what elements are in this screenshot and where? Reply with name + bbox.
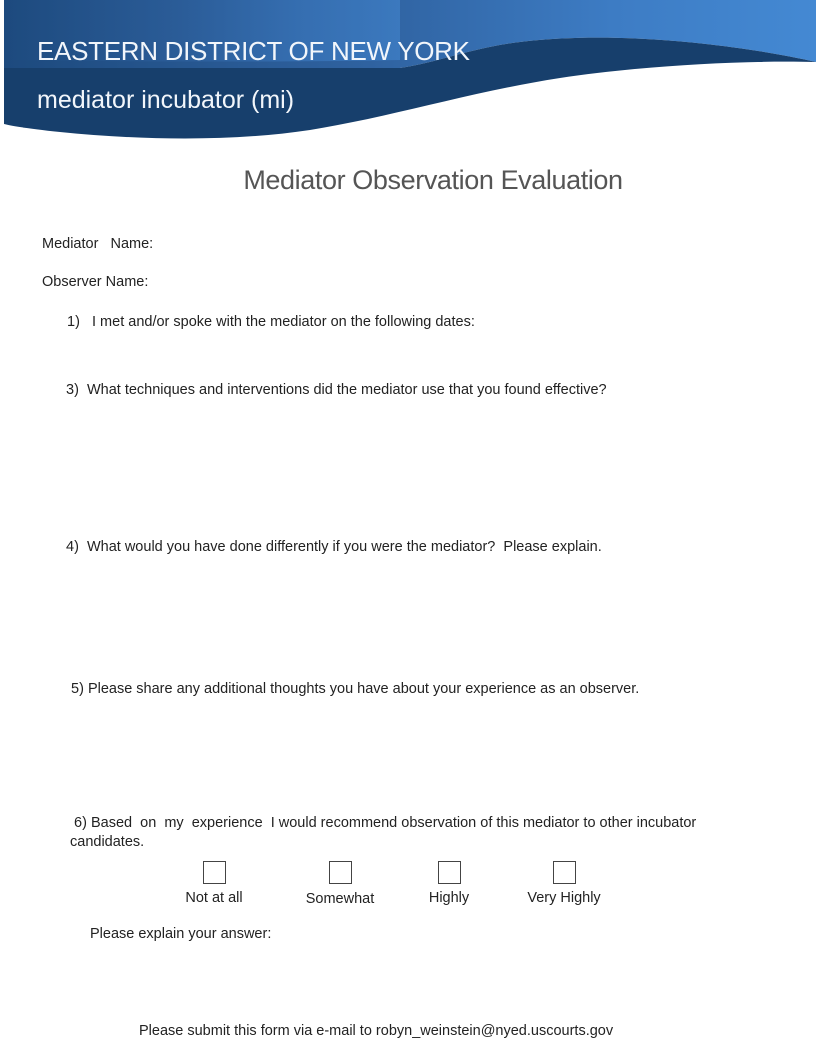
explain-answer-label: Please explain your answer: [90, 926, 272, 942]
page-title: Mediator Observation Evaluation [243, 165, 623, 195]
checkbox-highly[interactable] [438, 861, 461, 884]
option-not-at-all[interactable] [174, 861, 254, 906]
option-label-very-highly: Very Highly [527, 890, 601, 906]
checkbox-very-highly[interactable] [553, 861, 576, 884]
question-1 [67, 314, 475, 330]
explain-answer-area[interactable] [90, 952, 750, 1012]
question-1-text: I met and/or spoke with the mediator on the following dates: [92, 314, 475, 330]
question-6 [70, 814, 770, 852]
question-5 [71, 681, 639, 697]
question-4-number: 4) [66, 539, 79, 555]
banner-subtitle: mediator incubator (mi) [37, 86, 295, 114]
option-label-highly: Highly [428, 890, 470, 906]
option-highly[interactable] [418, 861, 480, 906]
option-label-not-at-all: Not at all [185, 890, 243, 906]
question-1-answer-area[interactable] [66, 340, 756, 370]
question-5-answer-area[interactable] [66, 707, 756, 807]
mediator-name-label [42, 236, 153, 252]
question-4-answer-area[interactable] [66, 565, 756, 675]
question-4-text: What would you have done differently if you were the mediator? Please explain. [86, 539, 602, 555]
checkbox-not-at-all[interactable] [203, 861, 226, 884]
submit-instructions-text: Please submit this form via e-mail to [139, 1023, 376, 1039]
question-3-text: What techniques and interventions did the mediator use that you found effective? [86, 382, 607, 398]
checkbox-somewhat[interactable] [329, 861, 352, 884]
question-3 [66, 382, 607, 398]
banner-wave-graphic [0, 0, 816, 150]
option-somewhat[interactable] [298, 861, 382, 907]
submit-email-link[interactable]: robyn_weinstein@nyed.uscourts.gov [375, 1023, 614, 1039]
observer-name-label: Observer Name: [42, 274, 149, 290]
option-very-highly[interactable] [518, 861, 610, 906]
question-5-number: 5) [71, 681, 84, 697]
mediator-name-field[interactable] [180, 236, 740, 254]
question-5-text: Please share any additional thoughts you have about your experience as an observer. [87, 681, 640, 697]
header-banner [0, 0, 816, 150]
question-3-number: 3) [66, 382, 79, 398]
question-3-answer-area[interactable] [66, 408, 756, 528]
mediator-name-label-text: Mediator Name: [42, 236, 154, 252]
question-6-text: Based on my experience I would recommend observation of this mediator to other incubator candidates. [70, 815, 701, 850]
question-4 [66, 539, 602, 555]
submit-instructions [139, 1023, 613, 1039]
option-label-somewhat: Somewhat [305, 891, 375, 907]
banner-title: EASTERN DISTRICT OF NEW YORK [37, 36, 470, 66]
question-1-number: 1) [67, 314, 80, 330]
question-6-number: 6) [74, 815, 87, 831]
observer-name-field[interactable] [170, 274, 740, 292]
